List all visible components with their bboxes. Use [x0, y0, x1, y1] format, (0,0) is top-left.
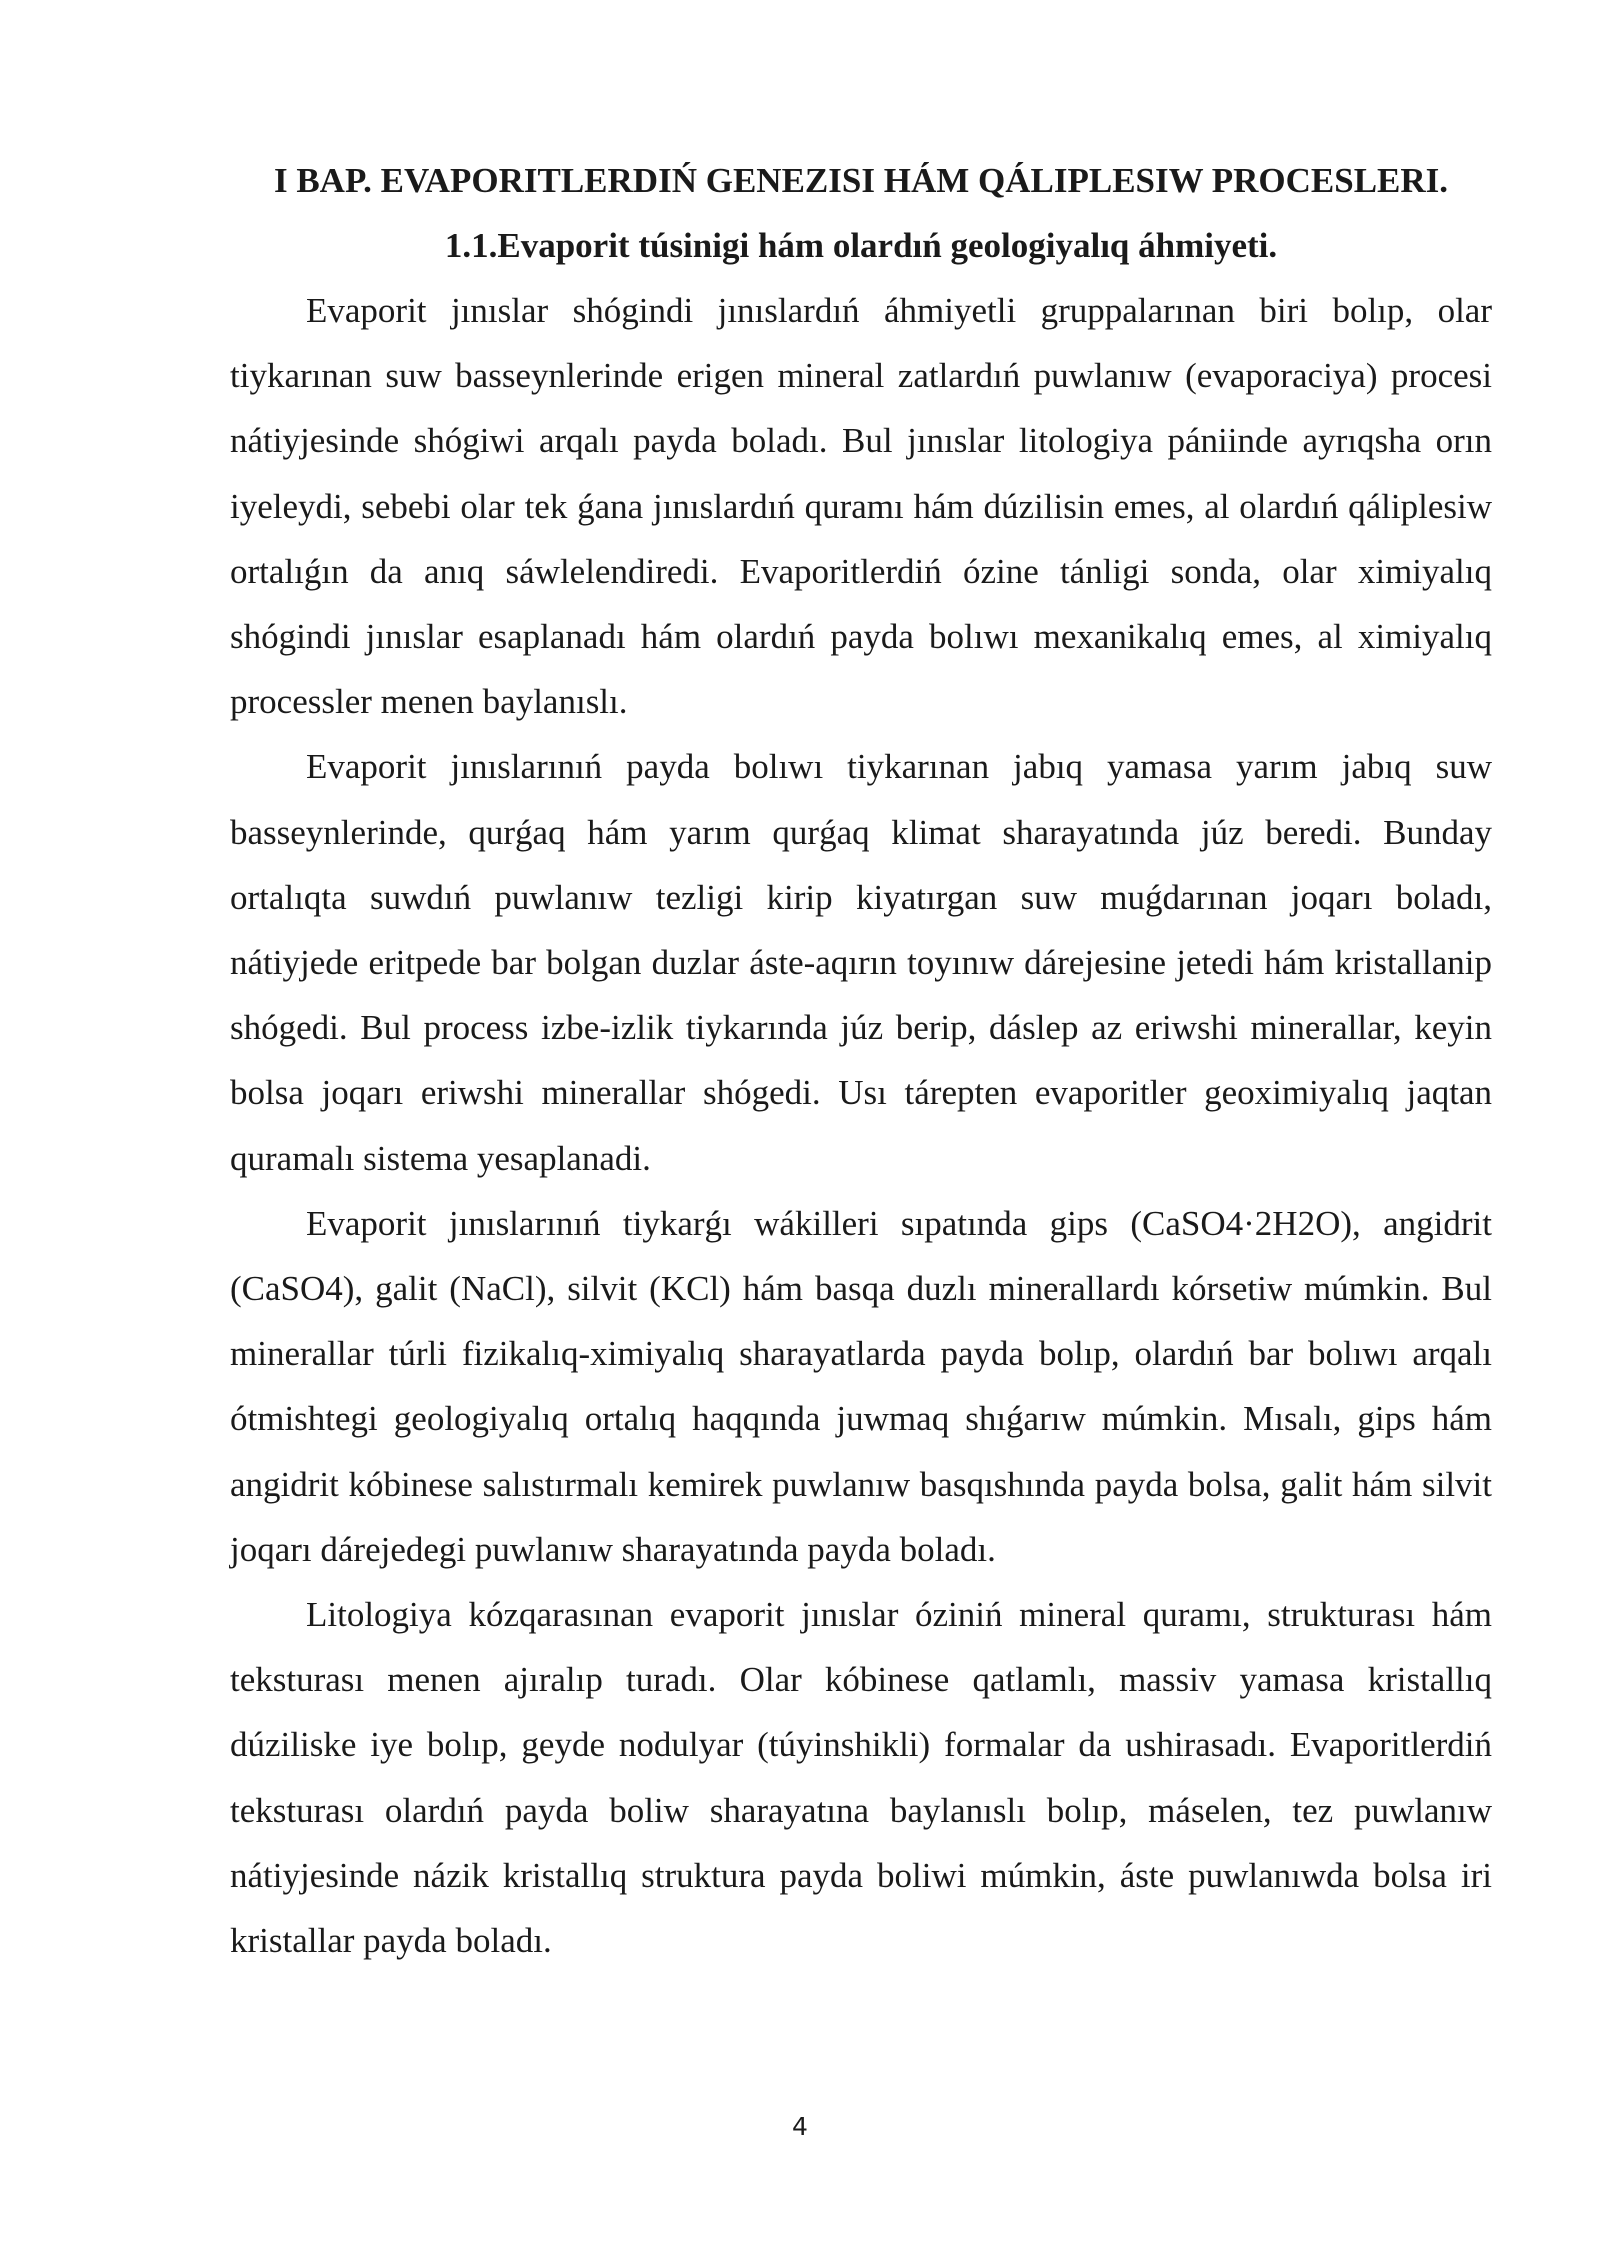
page-number: 4 — [792, 2112, 808, 2141]
chapter-title: I BAP. EVAPORITLERDIŃ GENEZISI HÁM QÁLIPLESIW PROCESLERI. — [273, 161, 1449, 200]
paragraph-2: Evaporit jınıslarınıń payda bolıwı tiykarınan jabıq yamasa yarım jabıq suw basseynlerinde, qurǵaq hám yarım qurǵaq klimat sharayatında júz beredi. Bunday ortalıqta suwdıń puwlanıw tezligi kirip kiyatırgan suw muǵdarınan joqarı boladı, nátiyjede eritpede bar bolgan duzlar áste-aqırın toyınıw dárejesine jetedi hám kristallanip shógedi. Bul process izbe-izlik tiykarında júz berip, dáslep az eriwshi minerallar, keyin bolsa joqarı eriwshi minerallar shógedi. Usı tárepten evaporitler geoximiyalıq jaqtan quramalı sistema yesaplanadi. — [230, 747, 1492, 1178]
paragraph-1: Evaporit jınıslar shógindi jınıslardıń áhmiyetli gruppalarınan biri bolıp, olar tiykarınan suw basseynlerinde erigen mineral zatlardıń puwlanıw (evaporaciya) procesi nátiyjesinde shógiwi arqalı payda boladı. Bul jınıslar litologiya pániinde ayrıqsha orın iyeleydi, sebebi olar tek ǵana jınıslardıń quramı hám dúzilisin emes, al olardıń qáliplesiw ortalıǵın da anıq sáwlelendiredi. Evaporitlerdiń ózine tánligi sonda, olar ximiyalıq shógindi jınıslar esaplanadı hám olardıń payda bolıwı mexanikalıq emes, al ximiyalıq processler menen baylanıslı. — [230, 291, 1492, 722]
section-title: 1.1.Evaporit túsinigi hám olardıń geologiyalıq áhmiyeti. — [444, 226, 1278, 265]
document-page — [230, 148, 1492, 1973]
paragraph-4: Litologiya kózqarasınan evaporit jınıslar óziniń mineral quramı, strukturası hám teksturası menen ajıralıp turadı. Olar kóbinese qatlamlı, massiv yamasa kristallıq dúziliske iye bolıp, geyde nodulyar (túyinshikli) formalar da ushirasadı. Evaporitlerdiń teksturası olardıń payda boliw sharayatına baylanıslı bolıp, máselen, tez puwlanıw nátiyjesinde názik kristallıq struktura payda boliwi múmkin, áste puwlanıwda bolsa iri kristallar payda boladı. — [230, 1595, 1492, 1961]
paragraph-3: Evaporit jınıslarınıń tiykarǵı wákilleri sıpatında gips (CaSO4·2H2O), angidrit (CaSO4), galit (NaCl), silvit (KCl) hám basqa duzlı minerallardı kórsetiw múmkin. Bul minerallar túrli fizikalıq-ximiyalıq sharayatlarda payda bolıp, olardıń bar bolıwı arqalı ótmishtegi geologiyalıq ortalıq haqqında juwmaq shıǵarıw múmkin. Mısalı, gips hám angidrit kóbinese salıstırmalı kemirek puwlanıw basqıshında payda bolsa, galit hám silvit joqarı dárejedegi puwlanıw sharayatında payda boladı. — [230, 1203, 1492, 1569]
